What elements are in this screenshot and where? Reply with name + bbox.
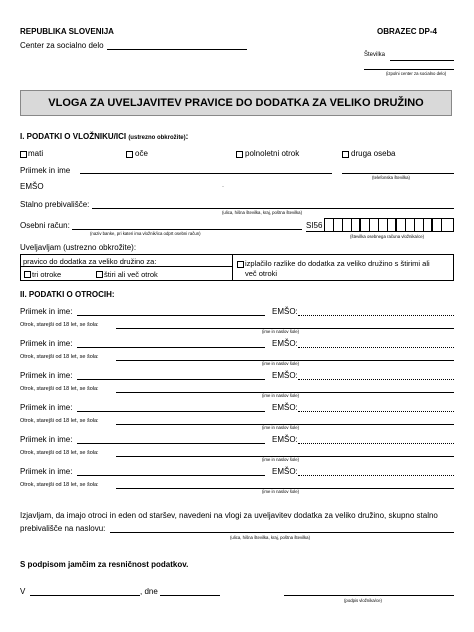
applicant-name-field[interactable] — [80, 173, 332, 174]
signature-field[interactable] — [284, 595, 454, 596]
label-stiri-ali-vec: štiri ali več otrok — [104, 270, 158, 279]
child-emso-field[interactable] — [298, 379, 454, 380]
child-name-label: Priimek in ime: — [20, 435, 73, 444]
child-name-label: Priimek in ime: — [20, 403, 73, 412]
child-school-caption: (ime in naslov šole) — [262, 457, 300, 462]
bank-name-field[interactable] — [72, 229, 302, 230]
child-name-label: Priimek in ime: — [20, 339, 73, 348]
child-name-field[interactable] — [77, 347, 265, 348]
checkbox-izplacilo-razlike[interactable] — [237, 261, 244, 268]
account-caption: (naziv banke, pri kateri ima vložnik/ica odprt osebni račun) — [90, 231, 201, 236]
child-emso-field[interactable] — [298, 347, 454, 348]
statement-line1: Izjavljam, da imajo otroci in eden od staršev, navedeni na vlogi za uveljavitev dodatka za veliko družino, skupno stalno — [20, 511, 438, 520]
iban-group-box[interactable] — [432, 218, 454, 232]
applicant-emso-label: EMŠO — [20, 182, 44, 191]
iban-caption: (številka osebnega računa vložnika/ce) — [350, 234, 425, 239]
role-label-polnoletni-otrok: polnoletni otrok — [245, 149, 300, 158]
iban-digit-separator — [342, 218, 343, 232]
child-name-field[interactable] — [77, 379, 265, 380]
claim-label: Uveljavljam (ustrezno obkrožite): — [20, 243, 137, 252]
iban-digit-separator — [441, 218, 442, 232]
child-school-caption: (ime in naslov šole) — [262, 489, 300, 494]
iban-digit-separator — [351, 218, 352, 232]
role-checkbox-mati[interactable] — [20, 151, 27, 158]
date-field[interactable] — [160, 595, 220, 596]
label-tri-otroke: tri otroke — [32, 270, 62, 279]
checkbox-tri-otroke[interactable] — [24, 271, 31, 278]
child-emso-label: EMŠO: — [272, 307, 298, 316]
child-school-label: Otrok, starejši od 18 let, se šola: — [20, 482, 99, 488]
child-school-label: Otrok, starejši od 18 let, se šola: — [20, 386, 99, 392]
stevilka-field-2[interactable] — [364, 69, 454, 70]
signature-caption: (podpis vložnika/ce) — [344, 598, 382, 603]
iban-digit-separator — [333, 218, 334, 232]
child-emso-field[interactable] — [298, 411, 454, 412]
iban-digit-separator — [369, 218, 370, 232]
child-school-caption: (ime in naslov šole) — [262, 393, 300, 398]
iban-digit-separator — [387, 218, 388, 232]
residence-label: Stalno prebivališče: — [20, 200, 90, 209]
child-emso-field[interactable] — [298, 315, 454, 316]
section2-heading: II. PODATKI O OTROCIH: — [20, 290, 115, 299]
child-name-field[interactable] — [77, 475, 265, 476]
checkbox-stiri-ali-vec[interactable] — [96, 271, 103, 278]
child-emso-label: EMŠO: — [272, 339, 298, 348]
center-label: Center za socialno delo — [20, 41, 104, 50]
child-name-field[interactable] — [77, 315, 265, 316]
residence-caption: (ulica, hišna številka, kraj, poštna številka) — [222, 210, 303, 215]
iban-digit-separator — [414, 218, 415, 232]
iban-prefix: SI56 — [306, 221, 323, 230]
form-title: VLOGA ZA UVELJAVITEV PRAVICE DO DODATKA ZA VELIKO DRUŽINO — [48, 97, 424, 109]
section1-heading-note: (ustrezno obkrožite) — [128, 135, 186, 141]
child-emso-label: EMŠO: — [272, 371, 298, 380]
stevilka-field[interactable] — [390, 60, 454, 61]
residence-field[interactable] — [92, 208, 454, 209]
child-name-label: Priimek in ime: — [20, 371, 73, 380]
iban-prefix-underline — [306, 231, 324, 232]
phone-field[interactable] — [342, 173, 454, 174]
stevilka-caption: (izpolni center za socialno delo) — [386, 71, 447, 76]
role-checkbox-oce[interactable] — [126, 151, 133, 158]
child-name-label: Priimek in ime: — [20, 467, 73, 476]
child-school-caption: (ime in naslov šole) — [262, 329, 300, 334]
child-name-field[interactable] — [77, 411, 265, 412]
child-emso-field[interactable] — [298, 443, 454, 444]
guarantee-text: S podpisom jamčim za resničnost podatkov. — [20, 560, 189, 569]
place-field[interactable] — [30, 595, 140, 596]
child-emso-label: EMŠO: — [272, 435, 298, 444]
statement-address-field[interactable] — [110, 532, 454, 533]
country-name: REPUBLIKA SLOVENIJA — [20, 27, 114, 36]
emso-dot: · — [222, 184, 224, 190]
child-emso-label: EMŠO: — [272, 467, 298, 476]
iban-digit-separator — [378, 218, 379, 232]
form-title-box — [20, 90, 452, 116]
child-school-caption: (ime in naslov šole) — [262, 361, 300, 366]
stevilka-label: Številka — [364, 52, 386, 58]
iban-digit-separator — [423, 218, 424, 232]
child-school-label: Otrok, starejši od 18 let, se šola: — [20, 418, 99, 424]
center-field[interactable] — [107, 49, 247, 50]
child-school-caption: (ime in naslov šole) — [262, 425, 300, 430]
role-label-oce: oče — [135, 149, 148, 158]
child-emso-field[interactable] — [298, 475, 454, 476]
section1-heading: I. PODATKI O VLOŽNIKU/ICI (ustrezno obkrožite): — [20, 132, 189, 141]
phone-caption: (telefonska številka) — [372, 175, 410, 180]
child-name-label: Priimek in ime: — [20, 307, 73, 316]
role-checkbox-polnoletni-otrok[interactable] — [236, 151, 243, 158]
statement-line2: prebivališče na naslovu: — [20, 524, 106, 533]
child-name-field[interactable] — [77, 443, 265, 444]
account-label: Osebni račun: — [20, 221, 70, 230]
role-checkbox-druga-oseba[interactable] — [342, 151, 349, 158]
child-school-label: Otrok, starejši od 18 let, se šola: — [20, 354, 99, 360]
claim-right-line1: izplačilo razlike do dodatka za veliko družino s štirimi ali — [245, 259, 430, 268]
child-school-label: Otrok, starejši od 18 let, se šola: — [20, 450, 99, 456]
claim-divider — [232, 254, 233, 281]
claim-left-divider — [20, 266, 232, 267]
applicant-name-label: Priimek in ime — [20, 166, 71, 175]
iban-digit-separator — [405, 218, 406, 232]
claim-right-line2: več otroki — [245, 269, 278, 278]
child-school-label: Otrok, starejši od 18 let, se šola: — [20, 322, 99, 328]
role-label-mati: mati — [28, 149, 44, 158]
statement-caption: (ulica, hišna številka, kraj, poštna številka) — [230, 535, 311, 540]
claim-left-title: pravico do dodatka za veliko družino za: — [23, 257, 157, 266]
child-emso-label: EMŠO: — [272, 403, 298, 412]
place-label: V — [20, 587, 26, 596]
role-label-druga-oseba: druga oseba — [351, 149, 396, 158]
date-label: , dne — [140, 587, 158, 596]
form-code: OBRAZEC DP-4 — [377, 27, 438, 36]
